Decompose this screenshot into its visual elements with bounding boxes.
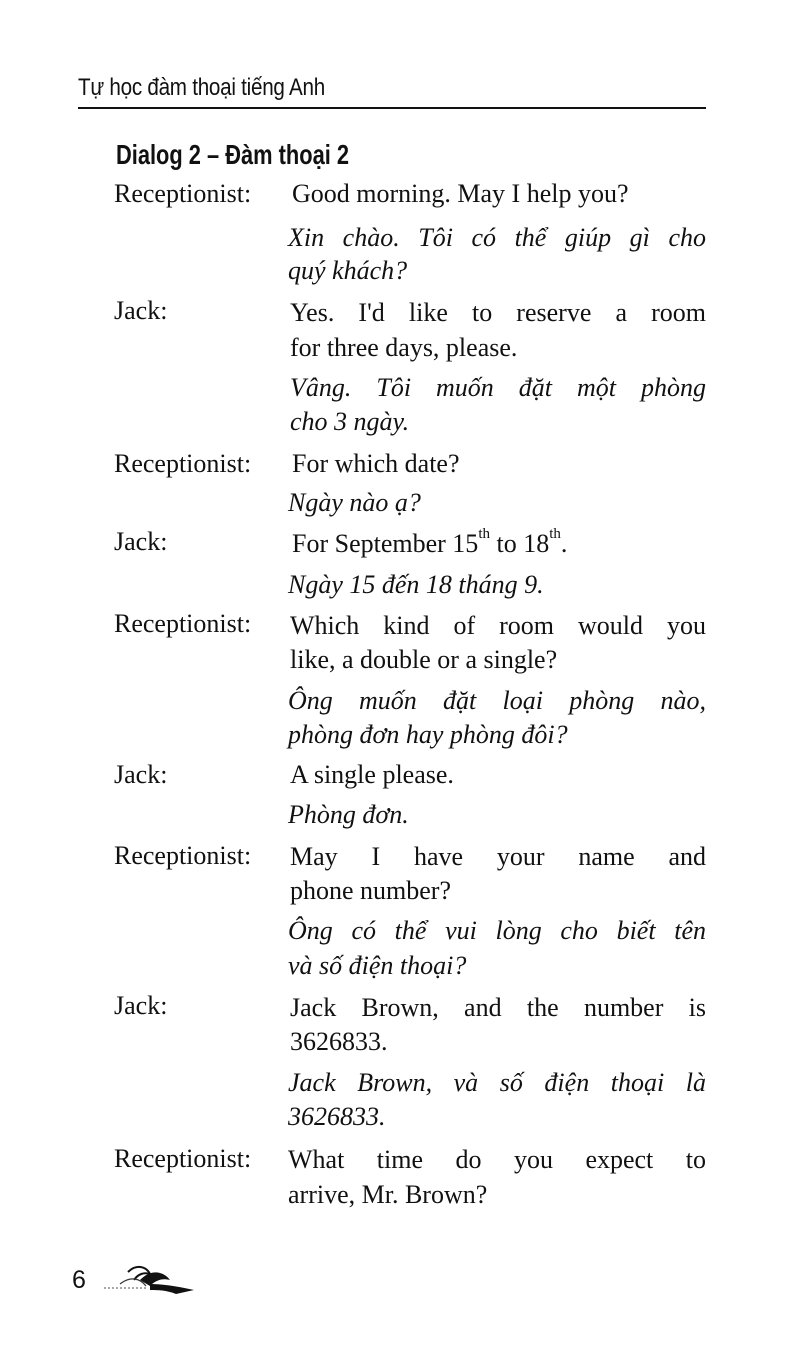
speaker-label: Jack:	[114, 527, 168, 556]
running-head: Tự học đàm thoại tiếng Anh	[78, 74, 325, 101]
page-number: 6	[72, 1266, 86, 1294]
text-run: to 18	[489, 529, 550, 558]
vietnamese-line: Ông muốn đặt loại phòng nào,	[288, 686, 706, 715]
speaker-label: Receptionist:	[114, 449, 252, 478]
speaker-label: Jack:	[114, 991, 168, 1020]
vietnamese-line: Ngày nào ạ?	[288, 488, 421, 517]
english-line: 3626833.	[290, 1027, 388, 1056]
english-line: May I have your name and	[290, 842, 706, 871]
header-rule	[78, 107, 706, 109]
text-run: .	[560, 529, 568, 558]
english-line: Yes. I'd like to reserve a room	[290, 298, 706, 327]
vietnamese-line: Xin chào. Tôi có thể giúp gì cho	[288, 223, 706, 252]
english-line: phone number?	[290, 876, 452, 905]
speaker-label: Jack:	[114, 296, 168, 325]
english-line: for three days, please.	[290, 333, 518, 362]
ordinal-superscript: th	[549, 526, 561, 542]
vietnamese-line: Phòng đơn.	[288, 800, 409, 829]
english-line: Which kind of room would you	[290, 611, 706, 640]
speaker-label: Receptionist:	[114, 841, 252, 870]
bird-flourish-icon	[100, 1250, 200, 1300]
flourish-tail	[150, 1284, 194, 1294]
speaker-label: Receptionist:	[114, 609, 252, 638]
english-line: A single please.	[290, 760, 454, 789]
vietnamese-line: cho 3 ngày.	[290, 407, 410, 436]
section-title: Dialog 2 – Đàm thoại 2	[116, 139, 350, 170]
vietnamese-line: Ngày 15 đến 18 tháng 9.	[288, 570, 544, 599]
text-run: For September 15	[292, 529, 479, 558]
ordinal-superscript: th	[478, 526, 490, 542]
english-line: like, a double or a single?	[290, 645, 558, 674]
speaker-label: Jack:	[114, 760, 168, 789]
vietnamese-line: và số điện thoại?	[288, 951, 467, 980]
english-line: For which date?	[292, 449, 460, 478]
vietnamese-line: phòng đơn hay phòng đôi?	[288, 720, 568, 749]
english-line: Good morning. May I help you?	[292, 179, 629, 208]
vietnamese-line: Vâng. Tôi muốn đặt một phòng	[290, 373, 706, 402]
vietnamese-line: quý khách?	[288, 256, 408, 285]
vietnamese-line: Jack Brown, và số điện thoại là	[288, 1068, 706, 1097]
english-line: Jack Brown, and the number is	[290, 993, 706, 1022]
english-line: What time do you expect to	[288, 1145, 706, 1174]
speaker-label: Receptionist:	[114, 1144, 252, 1173]
english-line: arrive, Mr. Brown?	[288, 1180, 488, 1209]
speaker-label: Receptionist:	[114, 179, 252, 208]
vietnamese-line: 3626833.	[288, 1102, 386, 1131]
vietnamese-line: Ông có thể vui lòng cho biết tên	[288, 916, 706, 945]
english-line	[292, 526, 568, 558]
